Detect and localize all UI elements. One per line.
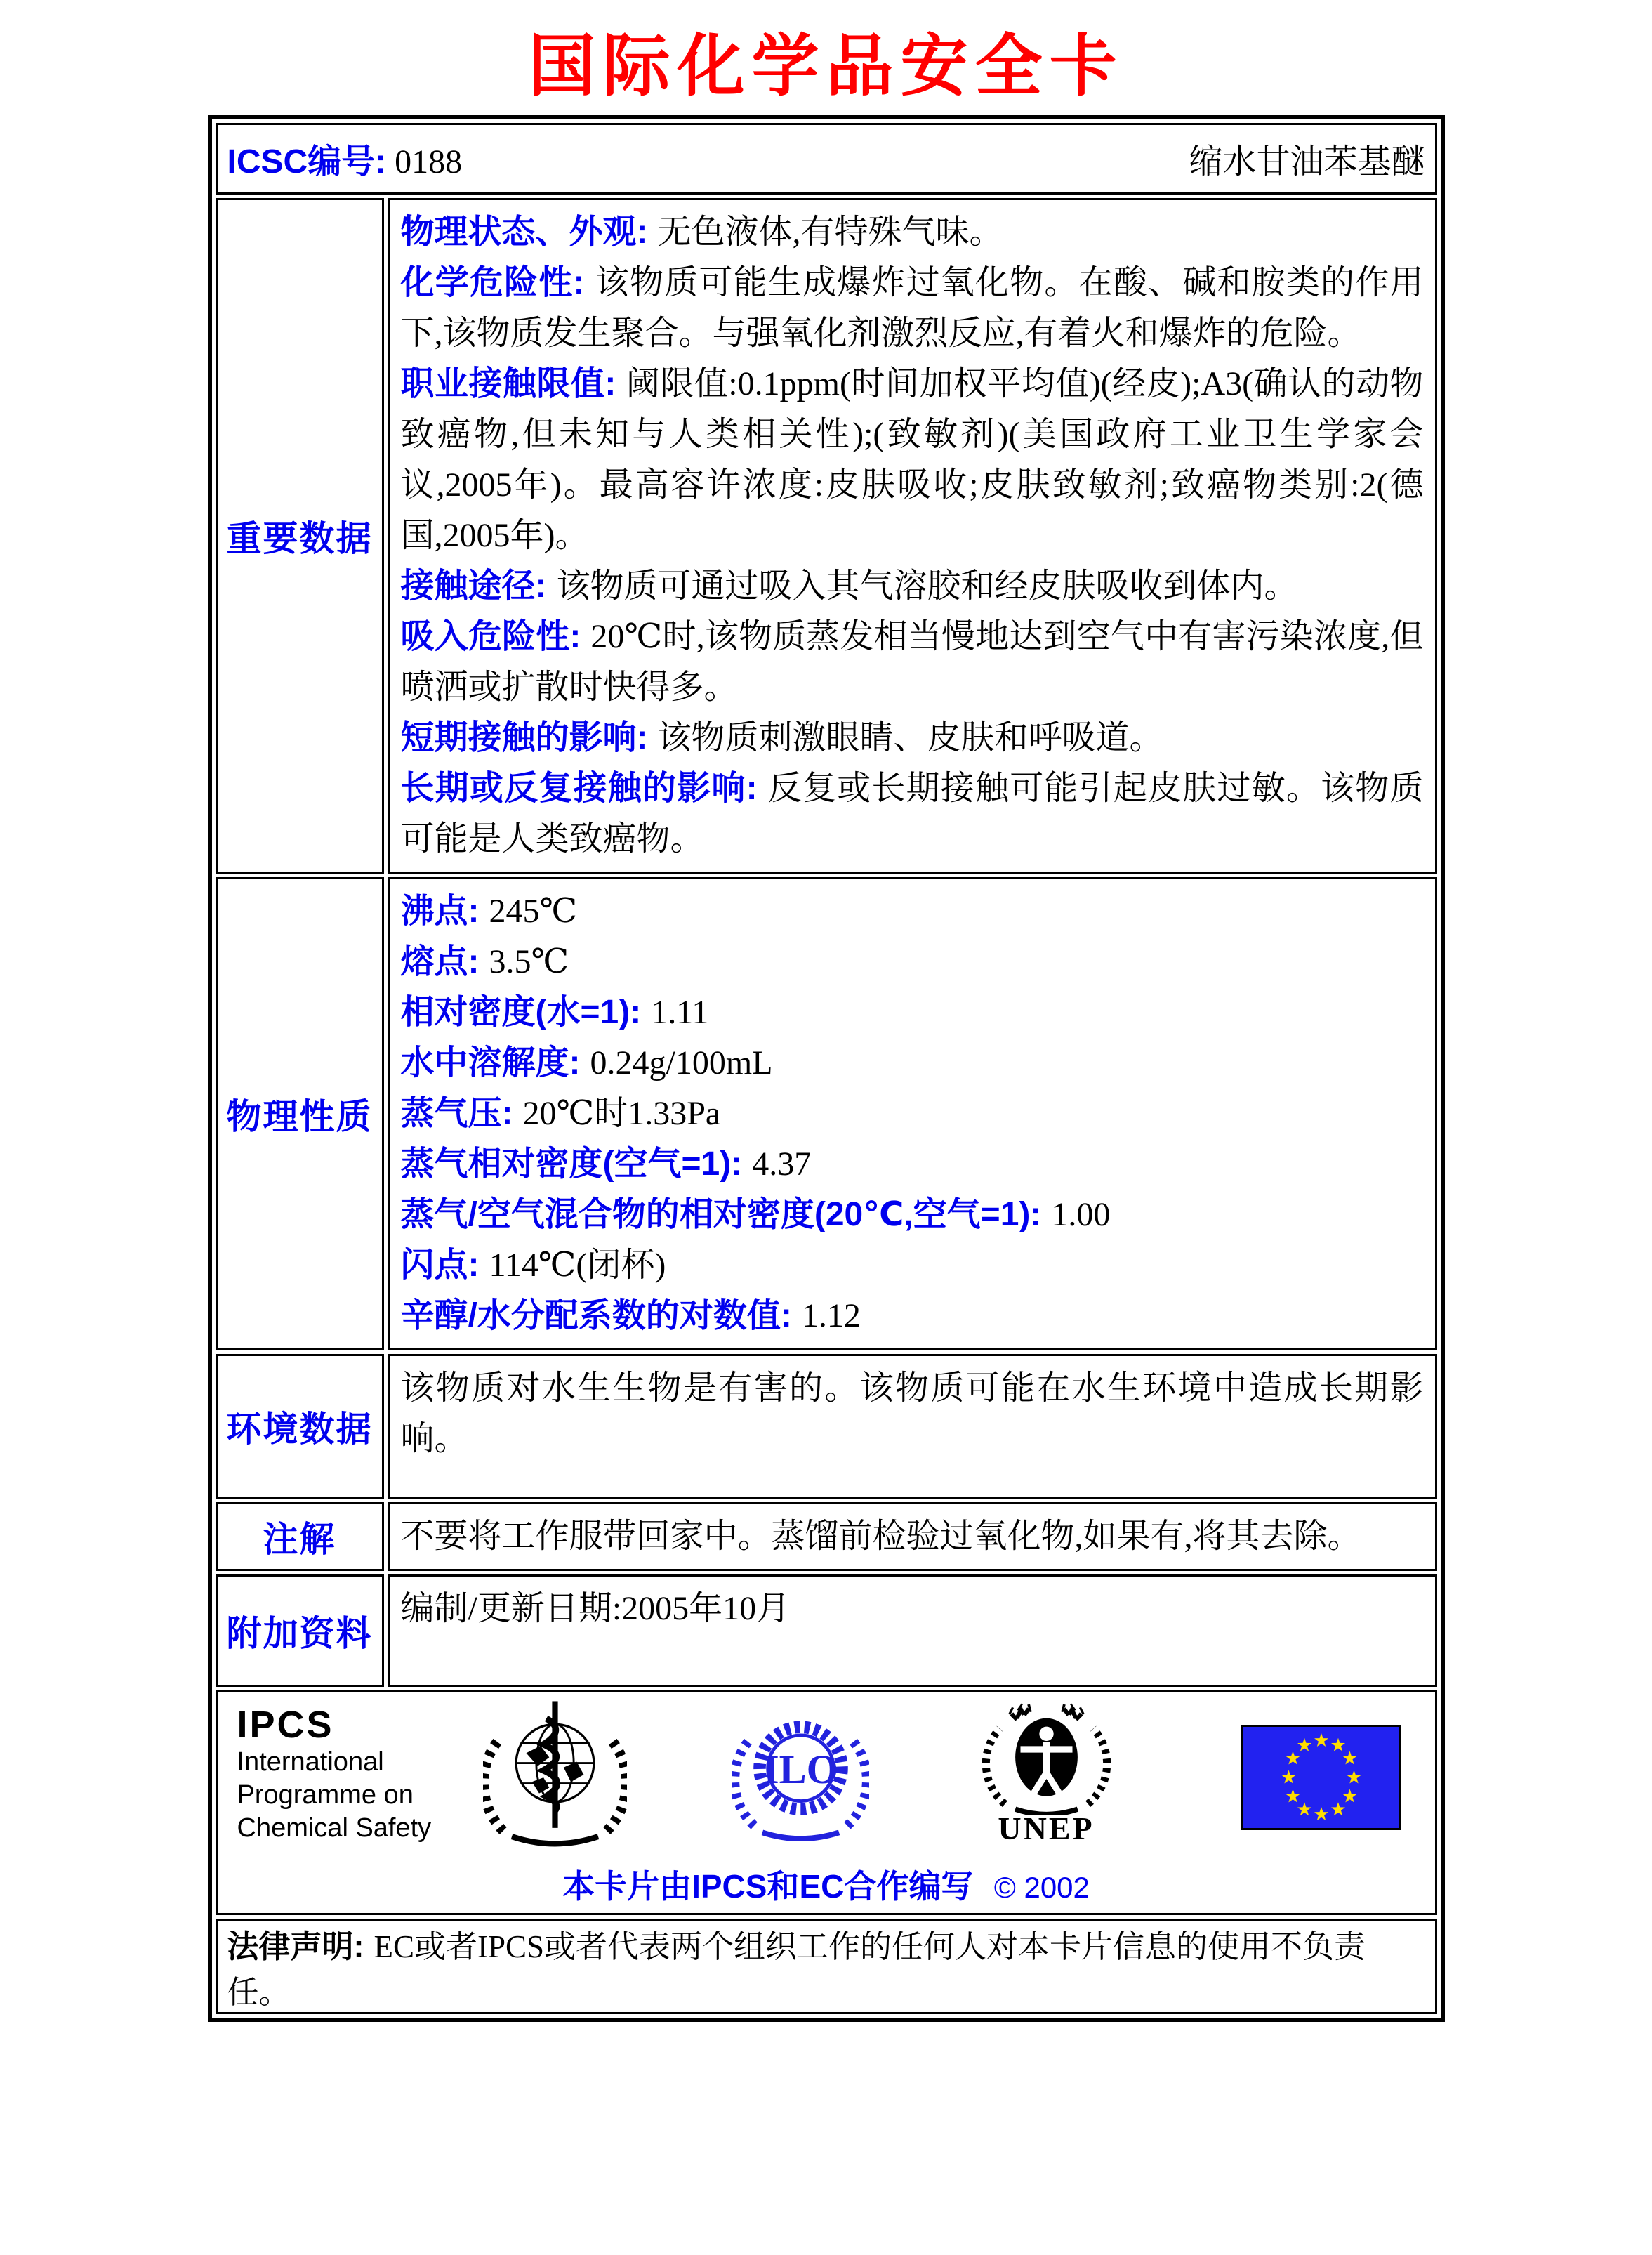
who-logo-icon — [483, 1698, 627, 1851]
notes-text: 不要将工作服带回家中。蒸馏前检验过氧化物,如果有,将其去除。 — [400, 1517, 1361, 1555]
header-row — [216, 123, 1437, 195]
logos-cell — [216, 1690, 1437, 1915]
property-value: 1.12 — [801, 1296, 861, 1334]
row-label-environmental-data: 环境数据 — [216, 1354, 384, 1499]
property-value: 1.11 — [651, 993, 709, 1031]
environmental-data-text: 该物质对水生生物是有害的。该物质可能在水生环境中造成长期影响。 — [400, 1369, 1424, 1457]
copyright-text: © 2002 — [993, 1870, 1090, 1904]
additional-info-content — [388, 1574, 1437, 1687]
unep-logo-icon — [982, 1702, 1111, 1815]
physical-property — [401, 1240, 1424, 1291]
property-value: 20℃时1.33Pa — [522, 1094, 721, 1132]
legal-row — [216, 1919, 1437, 2014]
physical-property — [401, 1038, 1424, 1089]
header-flex — [227, 134, 1425, 183]
important-data-entry — [401, 612, 1424, 713]
property-label: 蒸气/空气混合物的相对密度(20℃,空气=1): — [400, 1195, 1042, 1233]
property-value: 245℃ — [489, 892, 578, 930]
entry-text: 无色液体,有特殊气味。 — [657, 213, 1003, 251]
property-value: 0.24g/100mL — [590, 1044, 773, 1082]
ipcs-text-block — [237, 1704, 469, 1845]
credit-line — [225, 1861, 1428, 1907]
entry-label: 短期接触的影响: — [400, 718, 648, 756]
physical-property — [401, 1139, 1424, 1190]
icsc-number-label: ICSC编号: — [227, 143, 387, 181]
icsc-number-group — [227, 134, 463, 183]
entry-label: 物理状态、外观: — [400, 213, 648, 251]
property-value: 1.00 — [1051, 1195, 1111, 1233]
page-title: 国际化学品安全卡 — [528, 29, 1124, 104]
legal-cell — [216, 1919, 1437, 2014]
property-label: 蒸气压: — [400, 1094, 513, 1132]
header-cell — [216, 123, 1437, 195]
property-label: 水中溶解度: — [400, 1044, 581, 1082]
icsc-table — [208, 115, 1445, 2022]
notes-content — [388, 1502, 1437, 1571]
property-label: 熔点: — [400, 942, 480, 980]
physical-property — [401, 1190, 1424, 1240]
unep-logo-block — [982, 1702, 1111, 1847]
important-data-entry — [401, 713, 1424, 763]
eu-flag-icon — [1241, 1725, 1401, 1830]
legal-text: EC或者IPCS或者代表两个组织工作的任何人对本卡片信息的使用不负责任。 — [227, 1928, 1366, 2010]
entry-text: 该物质可通过吸入其气溶胶和经皮肤吸收到体内。 — [556, 567, 1298, 605]
row-label-additional-info: 附加资料 — [216, 1574, 384, 1687]
substance-name: 缩水甘油苯基醚 — [1189, 143, 1425, 181]
entry-text: 反复或长期接触可能引起皮肤过敏。该物质可能是人类致癌物。 — [400, 769, 1424, 857]
property-label: 沸点: — [400, 892, 480, 930]
physical-property — [401, 886, 1424, 937]
row-label-important-data: 重要数据 — [216, 198, 384, 874]
row-label-physical-properties: 物理性质 — [216, 877, 384, 1350]
unep-label: UNEP — [998, 1810, 1095, 1846]
important-data-entry — [401, 763, 1424, 864]
ipcs-subtitle-line: Programme on — [237, 1780, 414, 1810]
important-data-entry — [401, 258, 1424, 359]
credit-text: 本卡片由IPCS和EC合作编写 — [562, 1867, 974, 1905]
entry-text: 20℃时,该物质蒸发相当慢地达到空气中有害污染浓度,但喷洒或扩散时快得多。 — [400, 617, 1424, 706]
important-data-entry — [401, 207, 1424, 258]
ipcs-subtitle-line: Chemical Safety — [237, 1813, 432, 1843]
important-data-content — [388, 198, 1437, 874]
environmental-data-row — [216, 1354, 1437, 1499]
important-data-row — [216, 198, 1437, 874]
ilo-letters: ILO — [762, 1747, 838, 1793]
logos-strip — [225, 1698, 1428, 1851]
entry-text: 阈限值:0.1ppm(时间加权平均值)(经皮);A3(确认的动物致癌物,但未知与人类相关性);(致敏剂)(美国政府工业卫生学家会议,2005年)。最高容许浓度:皮肤吸收;皮肤致敏剂;致癌物类别:2(德国,2005年)。 — [400, 364, 1424, 554]
property-label: 蒸气相对密度(空气=1): — [400, 1145, 743, 1183]
additional-info-row — [216, 1574, 1437, 1687]
entry-label: 职业接触限值: — [400, 364, 616, 402]
property-value: 4.37 — [752, 1145, 812, 1183]
property-label: 相对密度(水=1): — [400, 993, 642, 1031]
physical-properties-row — [216, 877, 1437, 1350]
row-label-notes: 注解 — [216, 1502, 384, 1571]
physical-property — [401, 1089, 1424, 1139]
logos-row — [216, 1690, 1437, 1915]
ipcs-subtitle-line: International — [237, 1747, 384, 1777]
physical-property — [401, 1291, 1424, 1341]
important-data-entry — [401, 359, 1424, 561]
entry-label: 吸入危险性: — [400, 617, 581, 655]
ilo-logo-icon — [732, 1702, 869, 1846]
environmental-data-content — [388, 1354, 1437, 1499]
entry-label: 化学危险性: — [400, 263, 585, 301]
ipcs-title: IPCS — [237, 1704, 334, 1747]
entry-label: 长期或反复接触的影响: — [400, 769, 758, 807]
property-value: 3.5℃ — [489, 942, 569, 980]
entry-text: 该物质刺激眼睛、皮肤和呼吸道。 — [657, 718, 1163, 756]
notes-row — [216, 1502, 1437, 1571]
icsc-number-value: 0188 — [395, 143, 463, 181]
physical-property — [401, 987, 1424, 1038]
entry-label: 接触途径: — [400, 567, 547, 605]
additional-info-text: 编制/更新日期:2005年10月 — [400, 1589, 791, 1627]
physical-property — [401, 937, 1424, 987]
property-value: 114℃(闭杯) — [489, 1246, 666, 1284]
important-data-entry — [401, 561, 1424, 612]
property-label: 闪点: — [400, 1246, 480, 1284]
property-label: 辛醇/水分配系数的对数值: — [400, 1296, 792, 1334]
physical-properties-content — [388, 877, 1437, 1350]
legal-label: 法律声明: — [227, 1928, 364, 1964]
entry-text: 该物质可能生成爆炸过氧化物。在酸、碱和胺类的作用下,该物质发生聚合。与强氧化剂激烈反应,有着火和爆炸的危险。 — [400, 263, 1424, 352]
